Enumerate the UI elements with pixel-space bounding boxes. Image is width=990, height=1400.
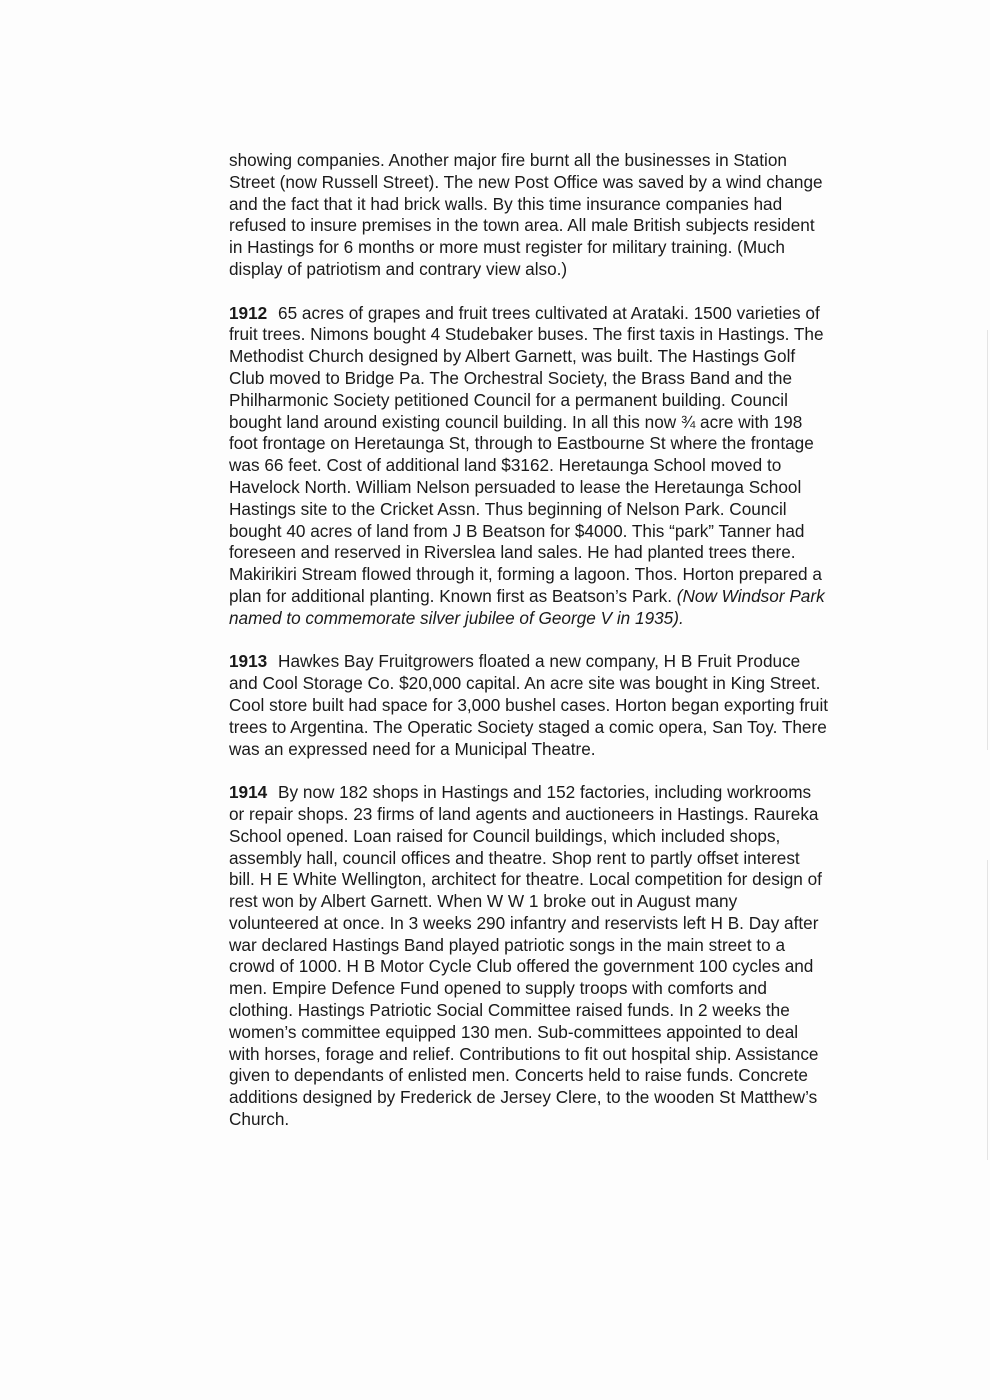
scan-edge-mark [987,860,988,1160]
paragraph-1911-continued [229,150,829,281]
paragraph-text: By now 182 shops in Hastings and 152 factories, including workrooms or repair shops. 23 firms of land agents and auctioneers in Hastings. Raureka School opened. Loan raised for Council buildings, which included shops, assembly hall, council offices and theatre. Shop rent to partly offset interest bill. H E White Wellington, architect for theatre. Local competition for design of rest won by Albert Garnett. When W W 1 broke out in August many volunteered at once. In 3 weeks 290 infantry and reservists left H B. Day after war declared Hastings Band played patriotic songs in the main street to a crowd of 1000. H B Motor Cycle Club offered the government 100 cycles and men. Empire Defence Fund opened to supply troops with comforts and clothing. Hastings Patriotic Social Committee raised funds. In 2 weeks the women’s committee equipped 130 men. Sub-committees appointed to deal with horses, forage and relief. Contributions to fit out hospital ship. Assistance given to dependants of enlisted men. Concerts held to raise funds. Concrete additions designed by Frederick de Jersey Clere, to the wooden St Matthew’s Church. [229,782,822,1130]
paragraph-italic-note: (Now Windsor Park named to commemorate silver jubilee of George V in 1935). [229,585,825,628]
paragraph-1913 [229,651,829,760]
year-heading: 1914 [229,782,268,803]
document-body [229,150,829,1153]
year-heading: 1913 [229,651,268,672]
paragraph-text: Hawkes Bay Fruitgrowers floated a new company, H B Fruit Produce and Cool Storage Co. $20,000 capital. An acre site was bought in King Street. Cool store built had space for 3,000 bushel cases. Horton began exporting fruit trees to Argentina. The Operatic Society staged a comic opera, San Toy. There was an expressed need for a Municipal Theatre. [229,651,829,759]
paragraph-text: 65 acres of grapes and fruit trees cultivated at Arataki. 1500 varieties of fruit trees. Nimons bought 4 Studebaker buses. The first taxis in Hastings. The Methodist Church designed by Albert Garnett, was built. The Hastings Golf Club moved to Bridge Pa. The Orchestral Society, the Brass Band and the Philharmonic Society petitioned Council for a permanent building. Council bought land around existing council building. In all this now ¾ acre with 198 foot frontage on Heretaunga St, through to Eastbourne St where the frontage was 66 feet. Cost of additional land $3162. Heretaunga School moved to Havelock North. William Nelson persuaded to lease the Heretaunga School Hastings site to the Cricket Assn. Thus beginning of Nelson Park. Council bought 40 acres of land from J B Beatson for $4000. This “park” Tanner had foreseen and reserved in Riverslea land sales. He had planted trees there. Makirikiri Stream flowed through it, forming a lagoon. Thos. Horton prepared a plan for additional planting. Known first as Beatson’s Park. [229,302,824,606]
paragraph-1912 [229,303,829,630]
scan-edge-mark [987,330,988,750]
year-heading: 1912 [229,302,268,323]
paragraph-text: showing companies. Another major fire burnt all the businesses in Station Street (now Russell Street). The new Post Office was saved by a wind change and the fact that it had brick walls. By this time insurance companies had refused to insure premises in the town area. All male British subjects resident in Hastings for 6 months or more must register for military training. (Much display of patriotism and contrary view also.) [229,150,823,279]
paragraph-1914 [229,782,829,1131]
